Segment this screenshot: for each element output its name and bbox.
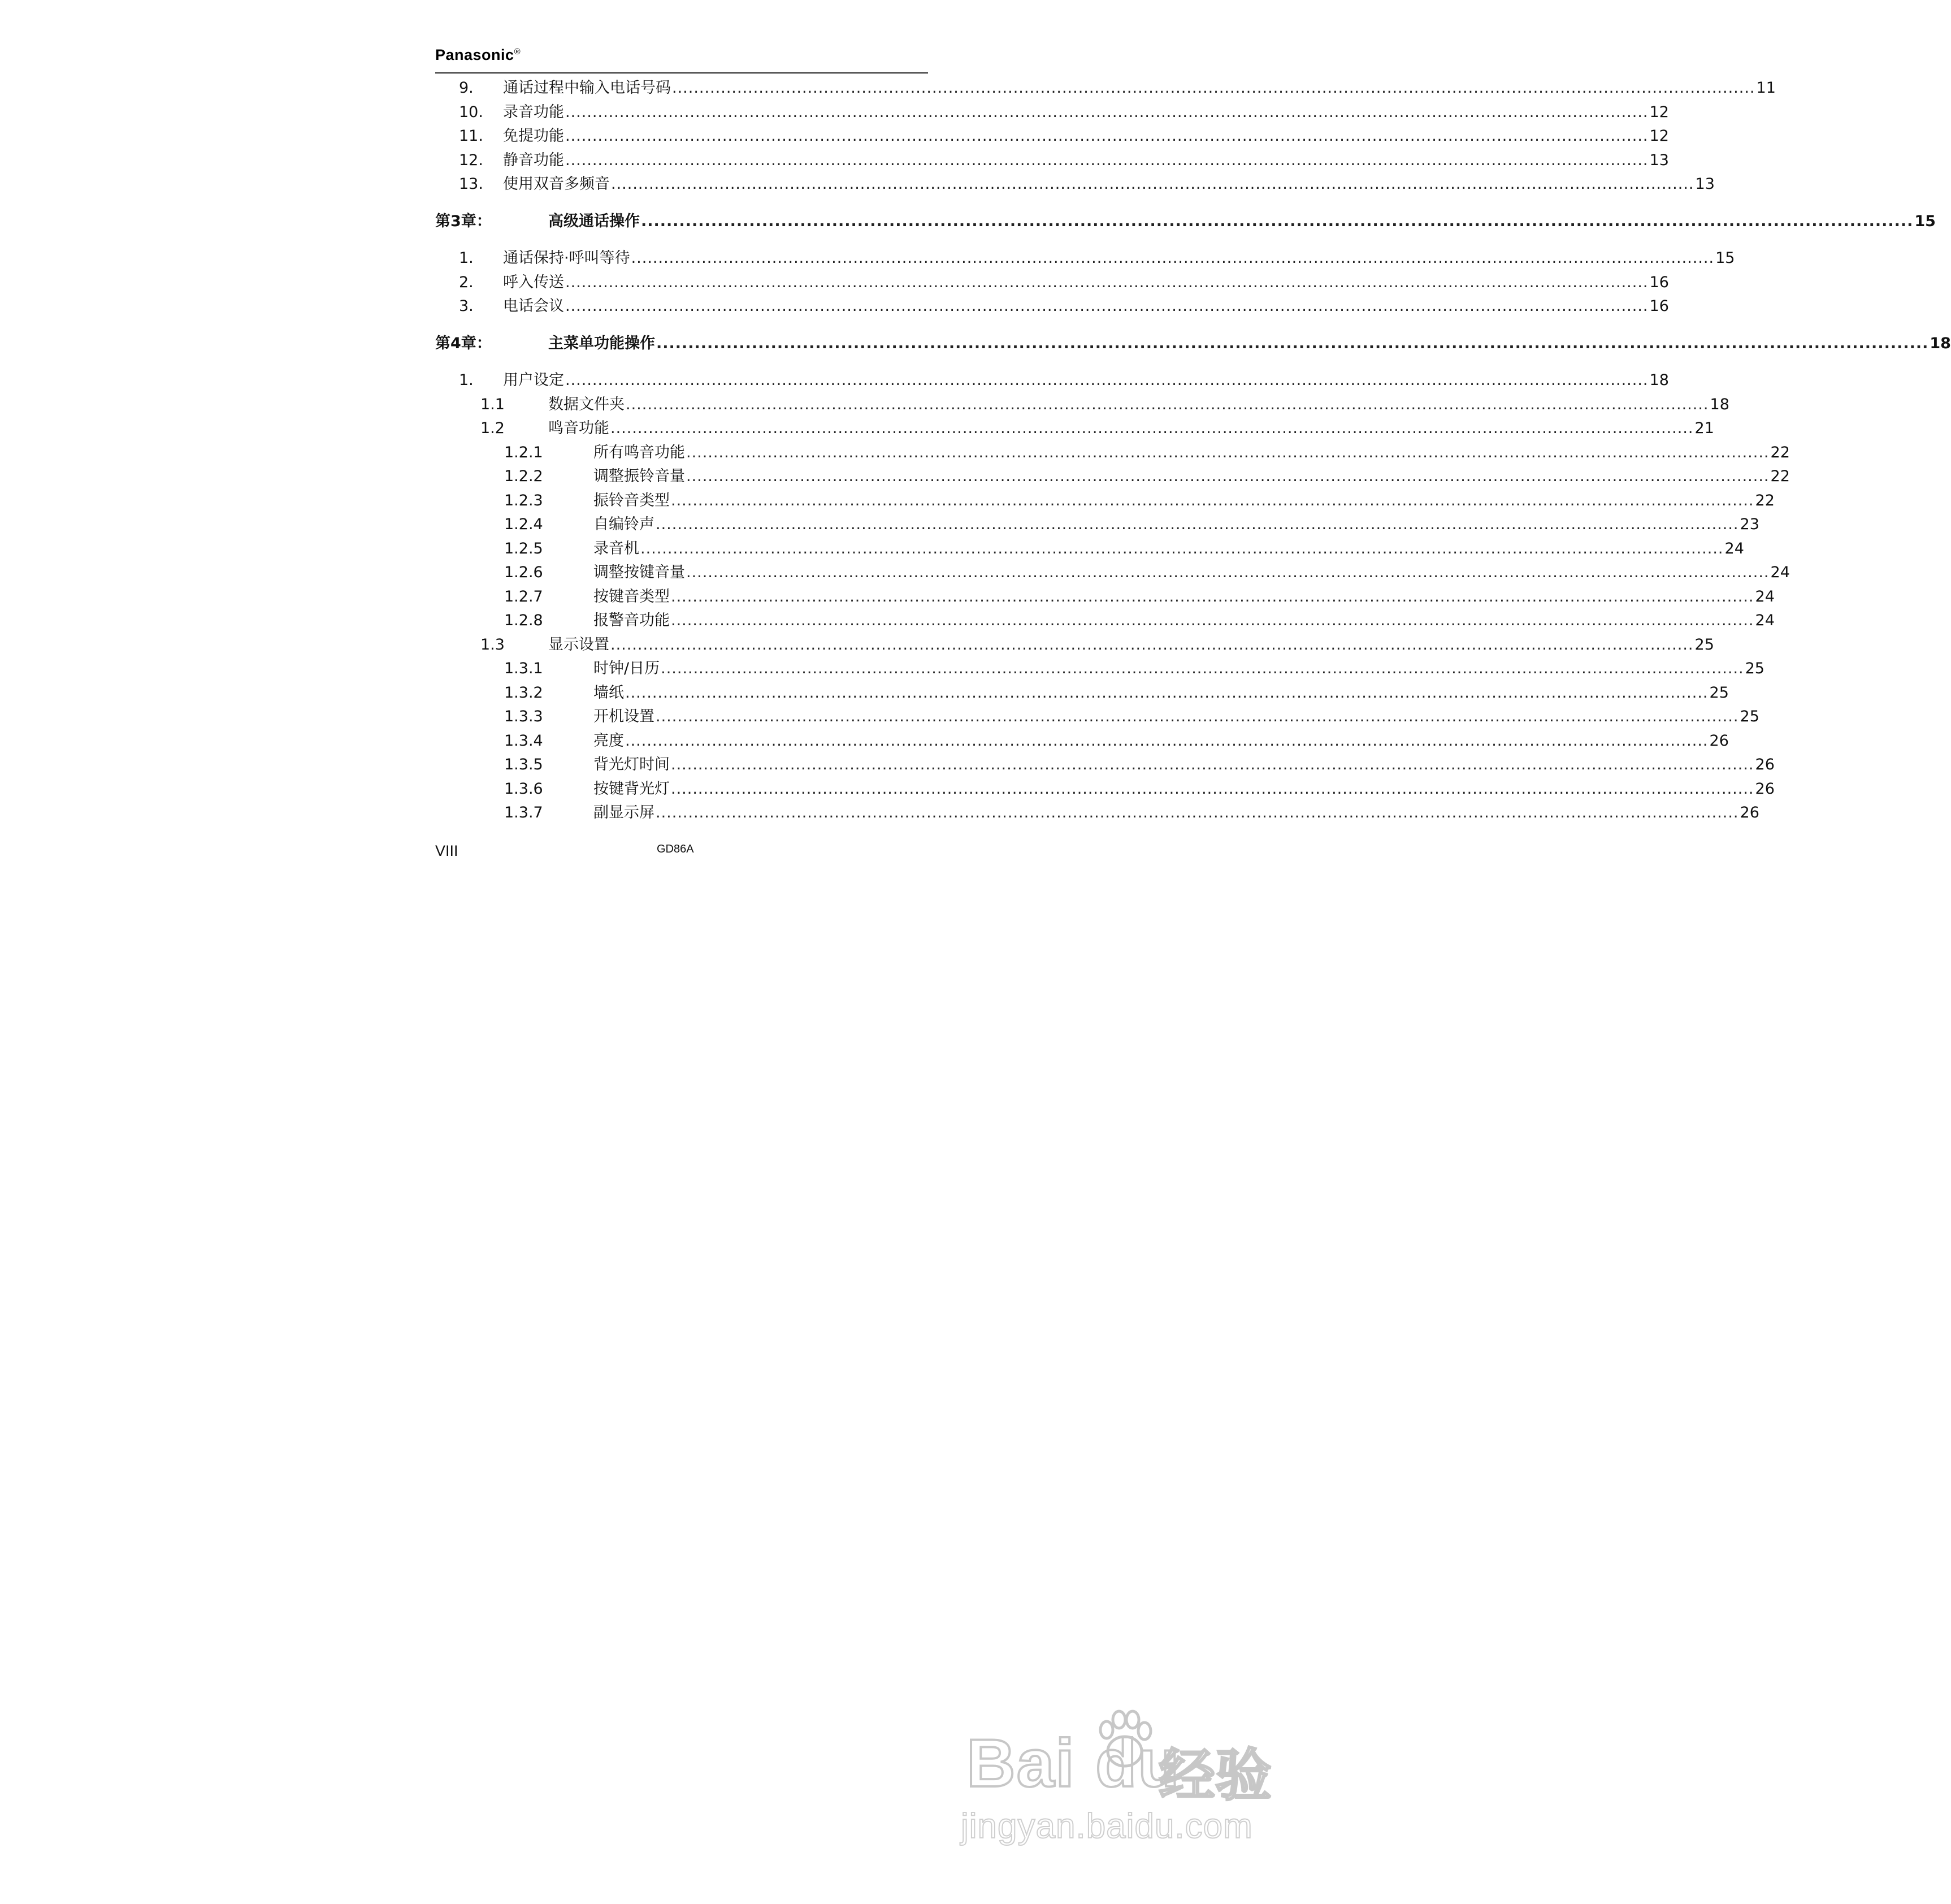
toc-dot-leader: ........................................................................................................................................................................................................	[565, 371, 1649, 389]
toc-entry-page: 25	[1740, 708, 1759, 725]
toc-entry-number: 12.	[459, 151, 483, 169]
toc-entry-number: 1.3	[480, 635, 505, 654]
toc-dot-leader: ........................................................................................................................................................................................................	[631, 249, 1715, 267]
toc-entry-number: 10.	[459, 103, 483, 121]
toc-entry-row[interactable]	[435, 295, 1669, 318]
page-header	[435, 44, 928, 73]
toc-entry-row[interactable]	[435, 538, 1744, 560]
toc-entry-row[interactable]	[435, 369, 1669, 392]
toc-entry-row[interactable]	[435, 490, 1775, 512]
toc-entry-title: 自编铃声	[593, 516, 654, 533]
toc-entry-number: 1.3.2	[504, 683, 543, 702]
toc-entry-row[interactable]	[435, 77, 1776, 99]
toc-entry-row[interactable]	[435, 802, 1759, 824]
watermark-url: jingyan.baidu.com	[961, 1807, 1253, 1846]
toc-dot-leader: ........................................................................................................................................................................................................	[611, 175, 1694, 193]
toc-entry-title: 用户设定	[503, 371, 564, 389]
toc-dot-leader: ........................................................................................................................................................................................................	[610, 635, 1694, 654]
toc-entry-number: 1.3.3	[504, 708, 543, 725]
toc-dot-leader: ........................................................................................................................................................................................................	[661, 660, 1744, 677]
toc-entry-title: 免提功能	[503, 127, 564, 145]
toc-entry-page: 22	[1770, 443, 1790, 461]
toc-entry-title: 报警音功能	[593, 612, 670, 629]
toc-entry-title: 显示设置	[548, 635, 609, 654]
toc-entry-row[interactable]	[435, 609, 1775, 632]
toc-entry-page: 22	[1770, 468, 1790, 485]
toc-dot-leader: ........................................................................................................................................................................................................	[565, 297, 1649, 315]
toc-entry-page: 26	[1740, 804, 1759, 821]
toc-dot-leader: ........................................................................................................................................................................................................	[671, 780, 1754, 798]
toc-entry-title: 调整按键音量	[593, 564, 685, 581]
toc-entry-title: 鸣音功能	[548, 419, 609, 437]
toc-entry-number: 2.	[459, 273, 474, 291]
toc-entry-title: 所有鸣音功能	[593, 443, 685, 461]
toc-dot-leader: ........................................................................................................................................................................................................	[565, 273, 1649, 291]
toc-entry-number: 1.2.6	[504, 564, 543, 581]
toc-entry-page: 15	[1715, 249, 1735, 267]
toc-entry-number: 1.2.8	[504, 612, 543, 629]
toc-entry-number: 1.3.7	[504, 804, 543, 821]
toc-entry-title: 墙纸	[593, 683, 624, 702]
toc-chapter-row[interactable]	[435, 210, 1936, 233]
toc-entry-title: 使用双音多频音	[503, 175, 610, 193]
footer-page-number: VIII	[435, 842, 458, 859]
toc-dot-leader: ........................................................................................................................................................................................................	[686, 564, 1770, 581]
toc-entry-page: 12	[1649, 103, 1669, 121]
toc-entry-page: 18	[1710, 395, 1729, 413]
registered-mark: ®	[514, 47, 521, 57]
toc-dot-leader: ........................................................................................................................................................................................................	[656, 334, 1929, 352]
toc-entry-row[interactable]	[435, 125, 1669, 148]
toc-entry-row[interactable]	[435, 513, 1759, 536]
toc-dot-leader: ........................................................................................................................................................................................................	[656, 516, 1739, 533]
toc-entry-number: 第3章：	[435, 212, 492, 230]
toc-entry-page: 22	[1755, 491, 1775, 509]
toc-entry-page: 25	[1694, 635, 1714, 654]
toc-entry-title: 时钟/日历	[593, 660, 660, 677]
toc-chapter-row[interactable]	[435, 332, 1951, 355]
toc-entry-title: 通话保持·呼叫等待	[503, 249, 630, 267]
toc-entry-row[interactable]	[435, 247, 1735, 270]
toc-entry-page: 24	[1770, 564, 1790, 581]
toc-entry-number: 1.2.2	[504, 468, 543, 485]
toc-dot-leader: ........................................................................................................................................................................................................	[626, 395, 1709, 413]
toc-entry-title: 录音机	[593, 539, 639, 557]
toc-entry-row[interactable]	[435, 393, 1729, 416]
toc-entry-row[interactable]	[435, 706, 1759, 728]
toc-dot-leader: ........................................................................................................................................................................................................	[686, 468, 1770, 485]
toc-dot-leader: ........................................................................................................................................................................................................	[625, 683, 1709, 702]
toc-dot-leader: ........................................................................................................................................................................................................	[625, 732, 1709, 750]
toc-entry-page: 26	[1709, 732, 1729, 750]
footer-model-code: GD86A	[657, 843, 694, 855]
toc-entry-row[interactable]	[435, 586, 1775, 608]
toc-entry-title: 开机设置	[593, 708, 654, 725]
toc-entry-number: 1.2.1	[504, 443, 543, 461]
toc-entry-number: 1.2.4	[504, 516, 543, 533]
toc-entry-number: 9.	[459, 79, 474, 97]
toc-entry-title: 高级通话操作	[548, 212, 640, 230]
toc-entry-page: 24	[1755, 612, 1775, 629]
toc-entry-title: 静音功能	[503, 151, 564, 169]
toc-entry-page: 26	[1755, 780, 1775, 798]
toc-entry-row[interactable]	[435, 682, 1729, 704]
toc-entry-page: 21	[1694, 419, 1714, 437]
toc-entry-title: 主菜单功能操作	[548, 334, 655, 352]
toc-dot-leader: ........................................................................................................................................................................................................	[565, 103, 1649, 121]
toc-dot-leader: ........................................................................................................................................................................................................	[565, 151, 1649, 169]
toc-entry-row[interactable]	[435, 417, 1714, 440]
toc-entry-row[interactable]	[435, 730, 1729, 752]
toc-dot-leader: ........................................................................................................................................................................................................	[565, 127, 1649, 145]
toc-entry-title: 亮度	[593, 732, 624, 750]
toc-dot-leader: ........................................................................................................................................................................................................	[656, 804, 1739, 821]
toc-entry-title: 调整振铃音量	[593, 468, 685, 485]
toc-entry-number: 1.3.6	[504, 780, 543, 798]
toc-entry-title: 呼入传送	[503, 273, 564, 291]
toc-dot-leader: ........................................................................................................................................................................................................	[671, 491, 1754, 509]
toc-entry-title: 通话过程中输入电话号码	[503, 79, 671, 97]
toc-entry-number: 1.	[459, 249, 474, 267]
toc-entry-number: 1.2	[480, 419, 505, 437]
toc-entry-title: 电话会议	[503, 297, 564, 315]
toc-entry-page: 13	[1649, 151, 1669, 169]
toc-entry-number: 第4章：	[435, 334, 492, 352]
toc-entry-row[interactable]	[435, 465, 1790, 488]
toc-entry-number: 13.	[459, 175, 483, 193]
toc-entry-page: 24	[1724, 539, 1744, 557]
toc-entry-page: 18	[1930, 334, 1951, 352]
toc-entry-title: 录音功能	[503, 103, 564, 121]
brand-name: Panasonic	[435, 46, 514, 63]
toc-entry-number: 1.	[459, 371, 474, 389]
toc-entry-row[interactable]	[435, 101, 1669, 124]
toc-entry-row[interactable]	[435, 634, 1714, 656]
brand-logo	[435, 46, 521, 64]
toc-dot-leader: ........................................................................................................................................................................................................	[686, 443, 1770, 461]
toc-entry-number: 1.3.5	[504, 756, 543, 773]
toc-entry-row[interactable]	[435, 561, 1790, 584]
toc-entry-page: 25	[1745, 660, 1764, 677]
toc-entry-number: 3.	[459, 297, 474, 315]
toc-entry-page: 23	[1740, 516, 1759, 533]
toc-entry-row[interactable]	[435, 657, 1764, 680]
toc-entry-title: 背光灯时间	[593, 756, 670, 773]
toc-dot-leader: ........................................................................................................................................................................................................	[671, 612, 1754, 629]
toc-entry-title: 按键音类型	[593, 587, 670, 605]
toc-entry-page: 16	[1649, 297, 1669, 315]
watermark-brand-cn: 经验	[1159, 1742, 1272, 1808]
toc-entry-row[interactable]	[435, 778, 1775, 800]
toc-entry-number: 11.	[459, 127, 483, 145]
toc-dot-leader: ........................................................................................................................................................................................................	[671, 756, 1754, 773]
toc-entry-page: 11	[1756, 79, 1776, 97]
toc-entry-title: 按键背光灯	[593, 780, 670, 798]
toc-dot-leader: ........................................................................................................................................................................................................	[641, 212, 1914, 230]
toc-entry-row[interactable]	[435, 173, 1715, 196]
toc-entry-number: 1.2.3	[504, 491, 543, 509]
toc-entry-page: 26	[1755, 756, 1775, 773]
toc-dot-leader: ........................................................................................................................................................................................................	[656, 708, 1739, 725]
toc-entry-page: 24	[1755, 587, 1775, 605]
toc-entry-row[interactable]	[435, 271, 1669, 294]
watermark-brand: Bai du	[966, 1725, 1181, 1801]
toc-entry-row[interactable]	[435, 754, 1775, 776]
toc-entry-title: 副显示屏	[593, 804, 654, 821]
toc-entry-number: 1.3.1	[504, 660, 543, 677]
toc-entry-page: 12	[1649, 127, 1669, 145]
toc-dot-leader: ........................................................................................................................................................................................................	[672, 79, 1755, 97]
toc-entry-page: 25	[1709, 683, 1729, 702]
toc-entry-row[interactable]	[435, 442, 1790, 464]
toc-entry-row[interactable]	[435, 149, 1669, 172]
toc-entry-page: 15	[1914, 212, 1936, 230]
toc-entry-number: 1.2.7	[504, 587, 543, 605]
toc-entry-title: 数据文件夹	[548, 395, 625, 413]
toc-dot-leader: ........................................................................................................................................................................................................	[640, 539, 1724, 557]
toc-entry-page: 18	[1649, 371, 1669, 389]
toc-entry-number: 1.3.4	[504, 732, 543, 750]
toc-entry-number: 1.1	[480, 395, 505, 413]
toc-entry-number: 1.2.5	[504, 539, 543, 557]
toc-dot-leader: ........................................................................................................................................................................................................	[671, 587, 1754, 605]
toc-entry-page: 16	[1649, 273, 1669, 291]
toc-entry-title: 振铃音类型	[593, 491, 670, 509]
toc-dot-leader: ........................................................................................................................................................................................................	[610, 419, 1694, 437]
baidu-jingyan-watermark	[950, 1707, 1289, 1854]
toc-entry-page: 13	[1695, 175, 1715, 193]
